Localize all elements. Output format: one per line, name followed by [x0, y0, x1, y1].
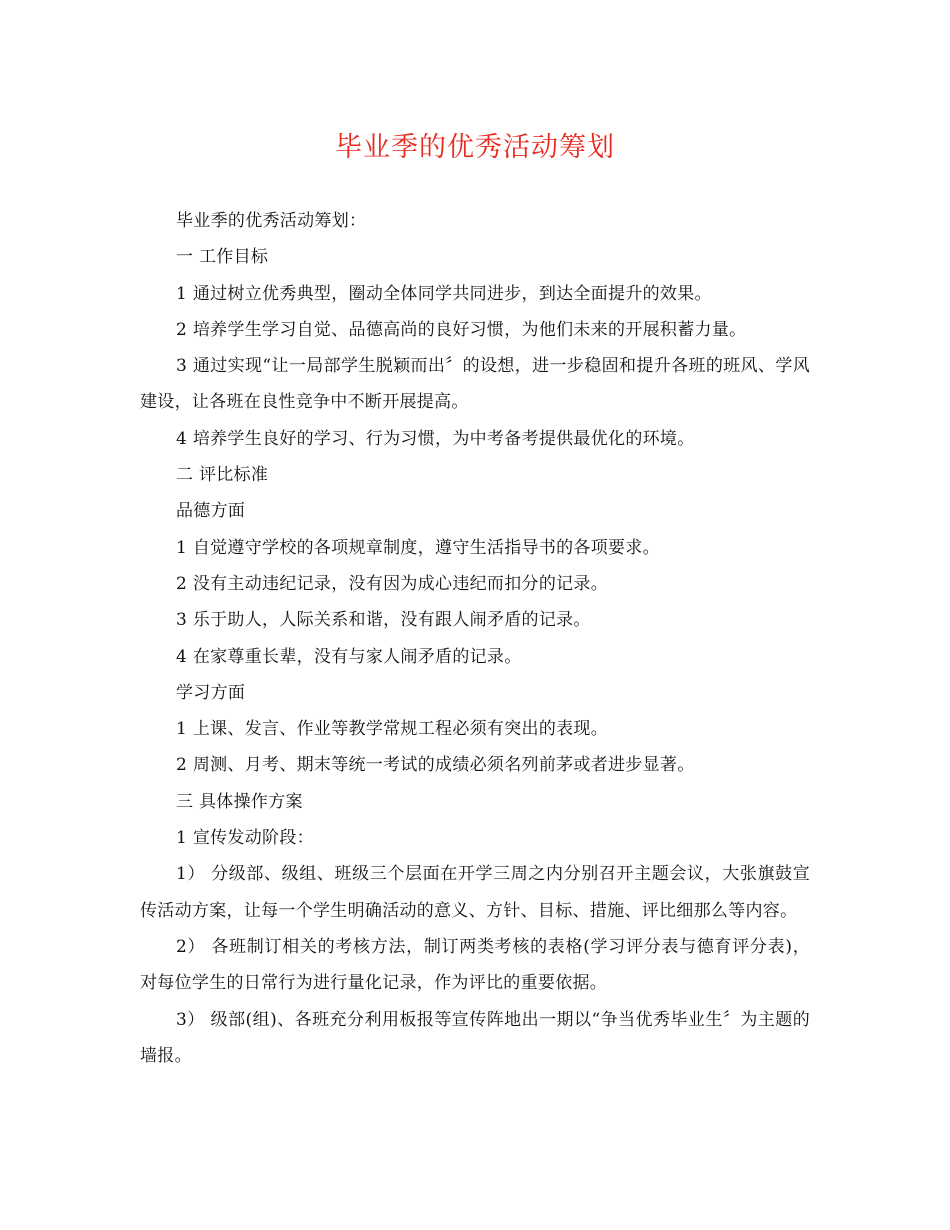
paragraph: 2 周测、月考、期末等统一考试的成绩必须名列前茅或者进步显著。	[176, 755, 695, 776]
paragraph: 3） 级部(组)、各班充分利用板报等宣传阵地出一期以“争当优秀毕业生〞为主题的墙报。	[140, 1009, 810, 1066]
subsection-heading: 学习方面	[176, 682, 246, 703]
section-heading: 二 评比标准	[176, 465, 269, 486]
paragraph: 1） 分级部、级组、班级三个层面在开学三周之内分别召开主题会议，大张旗鼓宣传活动方案，让每一个学生明确活动的意义、方针、目标、措施、评比细那么等内容。	[140, 864, 810, 921]
subsection-heading: 品德方面	[176, 501, 246, 522]
paragraph: 毕业季的优秀活动筹划：	[176, 211, 367, 231]
paragraph: 1 通过树立优秀典型，圈动全体同学共同进步，到达全面提升的效果。	[176, 283, 712, 304]
paragraph: 1 宣传发动阶段：	[176, 828, 314, 849]
paragraph: 2 没有主动违纪记录，没有因为成心违纪而扣分的记录。	[176, 573, 609, 594]
document-body	[140, 203, 810, 1074]
paragraph: 2 培养学生学习自觉、品德高尚的良好习惯，为他们未来的开展积蓄力量。	[176, 319, 747, 340]
paragraph: 4 在家尊重长辈，没有与家人闹矛盾的记录。	[176, 646, 522, 667]
paragraph: 4 培养学生良好的学习、行为习惯，为中考备考提供最优化的环境。	[176, 428, 695, 449]
section-heading: 一 工作目标	[176, 247, 269, 268]
section-heading: 三 具体操作方案	[176, 791, 303, 812]
paragraph: 3 乐于助人，人际关系和谐，没有跟人闹矛盾的记录。	[176, 610, 591, 631]
document-title: 毕业季的优秀活动筹划	[335, 132, 615, 163]
paragraph: 1 上课、发言、作业等教学常规工程必须有突出的表现。	[176, 719, 609, 740]
paragraph: 3 通过实现“让一局部学生脱颖而出〞的设想，进一步稳固和提升各班的班风、学风建设，让各班在良性竞争中不断开展提高。	[140, 356, 810, 413]
paragraph: 1 自觉遵守学校的各项规章制度，遵守生活指导书的各项要求。	[176, 537, 660, 558]
paragraph: 2） 各班制订相关的考核方法，制订两类考核的表格(学习评分表与德育评分表)，对每位学生的日常行为进行量化记录，作为评比的重要依据。	[140, 936, 810, 994]
